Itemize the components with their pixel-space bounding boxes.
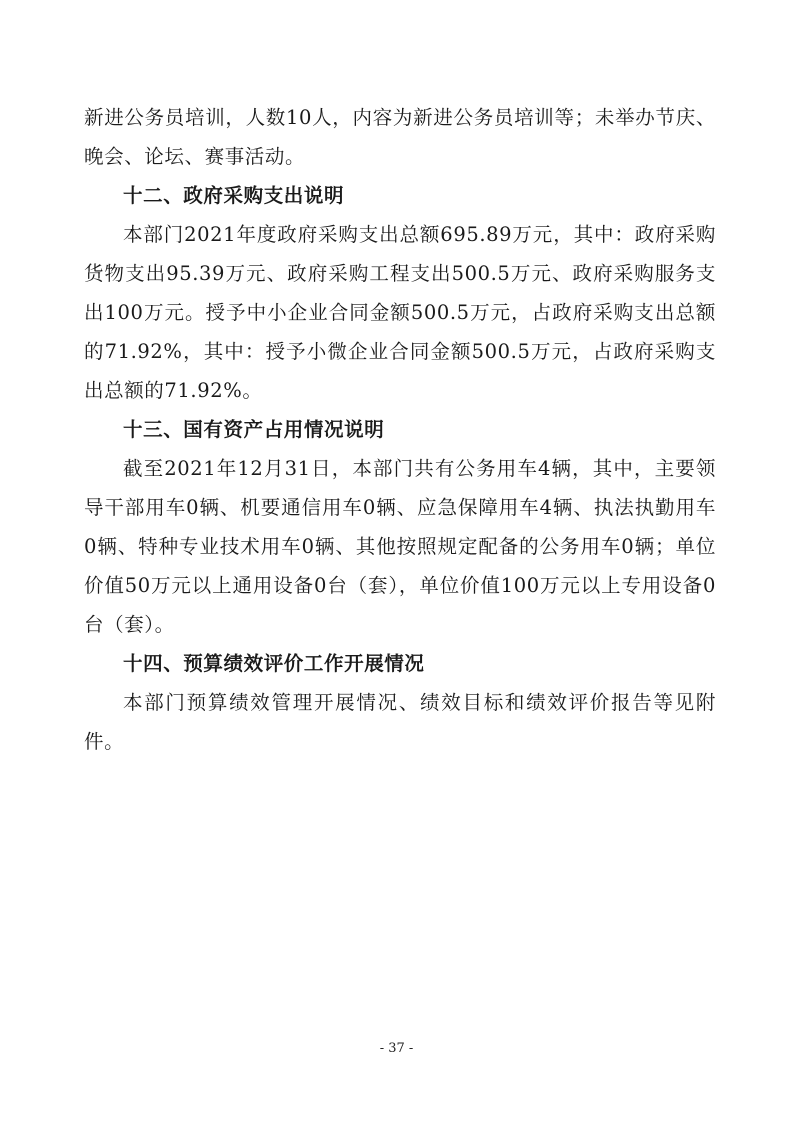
document-page [84, 98, 716, 761]
page-number: - 37 - [379, 1041, 414, 1056]
section-13-heading: 十三、国有资产占用情况说明 [123, 418, 385, 441]
section-14-paragraph: 本部门预算绩效管理开展情况、绩效目标和绩效评价报告等见附件。 [84, 691, 716, 753]
section-12-heading: 十二、政府采购支出说明 [123, 184, 345, 207]
section-12-paragraph: 本部门2021年度政府采购支出总额695.89万元，其中：政府采购货物支出95.39万元、政府采购工程支出500.5万元、政府采购服务支出100万元。授予中小企业合同金额500.5万元，占政府采购支出总额的71.92%，其中：授予小微企业合同金额500.5万元，占政府采购支出总额的71.92%。 [84, 223, 716, 402]
intro-paragraph: 新进公务员培训，人数10人，内容为新进公务员培训等；未举办节庆、晚会、论坛、赛事活动。 [84, 106, 716, 168]
section-14-heading: 十四、预算绩效评价工作开展情况 [123, 652, 425, 675]
section-13-paragraph: 截至2021年12月31日，本部门共有公务用车4辆，其中，主要领导干部用车0辆、机要通信用车0辆、应急保障用车4辆、执法执勤用车0辆、特种专业技术用车0辆、其他按照规定配备的公务用车0辆；单位价值50万元以上通用设备0台（套），单位价值100万元以上专用设备0台（套）。 [84, 457, 716, 636]
